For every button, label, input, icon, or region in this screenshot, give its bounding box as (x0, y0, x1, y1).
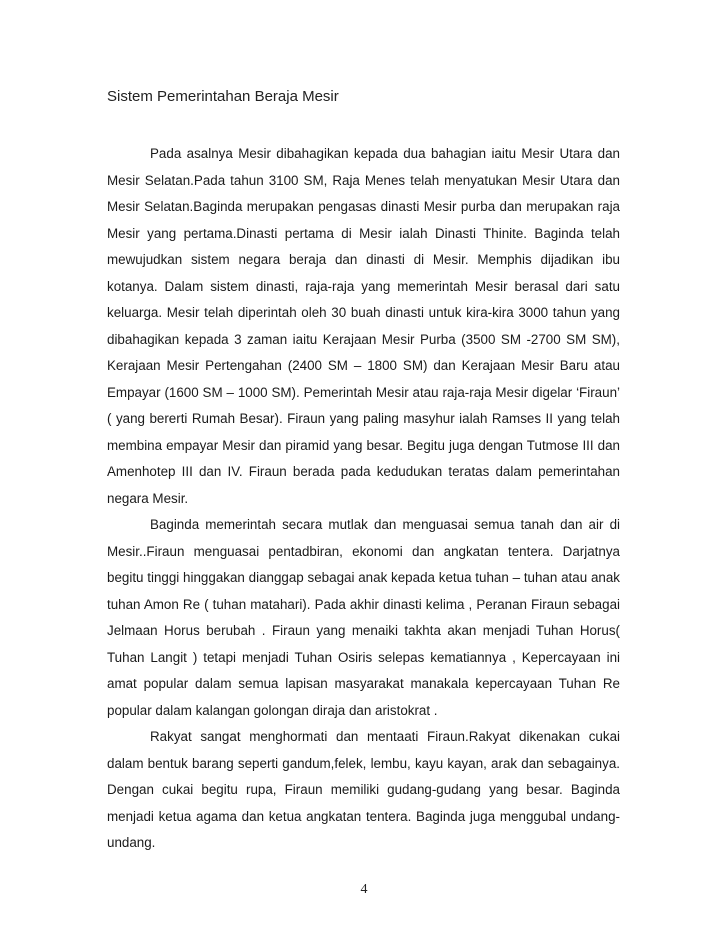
document-title: Sistem Pemerintahan Beraja Mesir (107, 88, 339, 105)
paragraph-pharaoh-power: Baginda memerintah secara mutlak dan menguasai semua tanah dan air di Mesir..Firaun menguasai pentadbiran, ekonomi dan angkatan tentera. Darjatnya begitu tinggi hinggakan dianggap sebagai anak kepada ketua tuhan – tuhan atau anak tuhan Amon Re ( tuhan matahari). Pada akhir dinasti kelima , Peranan Firaun sebagai Jelmaan Horus berubah . Firaun yang menaiki takhta akan menjadi Tuhan Horus( Tuhan Langit ) tetapi menjadi Tuhan Osiris selepas kematiannya , Kepercayaan ini amat popular dalam semua lapisan masyarakat manakala kepercayaan Tuhan Re popular dalam kalangan golongan diraja dan aristokrat . (107, 517, 620, 718)
paragraph-people-taxes: Rakyat sangat menghormati dan mentaati Firaun.Rakyat dikenakan cukai dalam bentuk barang seperti gandum,felek, lembu, kayu kayan, arak dan sebagainya. Dengan cukai begitu rupa, Firaun memiliki gudang-gudang yang besar. Baginda menjadi ketua agama dan ketua angkatan tentera. Baginda juga menggubal undang-undang. (107, 729, 620, 850)
document-body (107, 141, 620, 857)
paragraph-origins: Pada asalnya Mesir dibahagikan kepada dua bahagian iaitu Mesir Utara dan Mesir Selatan.Pada tahun 3100 SM, Raja Menes telah menyatukan Mesir Utara dan Mesir Selatan.Baginda merupakan pengasas dinasti Mesir purba dan merupakan raja Mesir yang pertama.Dinasti pertama di Mesir ialah Dinasti Thinite. Baginda telah mewujudkan sistem negara beraja dan dinasti di Mesir. Memphis dijadikan ibu kotanya. Dalam sistem dinasti, raja-raja yang memerintah Mesir berasal dari satu keluarga. Mesir telah diperintah oleh 30 buah dinasti untuk kira-kira 3000 tahun yang dibahagikan kepada 3 zaman iaitu Kerajaan Mesir Purba (3500 SM -2700 SM SM), Kerajaan Mesir Pertengahan (2400 SM – 1800 SM) dan Kerajaan Mesir Baru atau Empayar (1600 SM – 1000 SM). Pemerintah Mesir atau raja-raja Mesir digelar ‘Firaun’ ( yang bererti Rumah Besar). Firaun yang paling masyhur ialah Ramses II yang telah membina empayar Mesir dan piramid yang besar. Begitu juga dengan Tutmose III dan Amenhotep III dan IV. Firaun berada pada kedudukan teratas dalam pemerintahan negara Mesir. (107, 146, 620, 506)
page-number: 4 (360, 882, 368, 897)
